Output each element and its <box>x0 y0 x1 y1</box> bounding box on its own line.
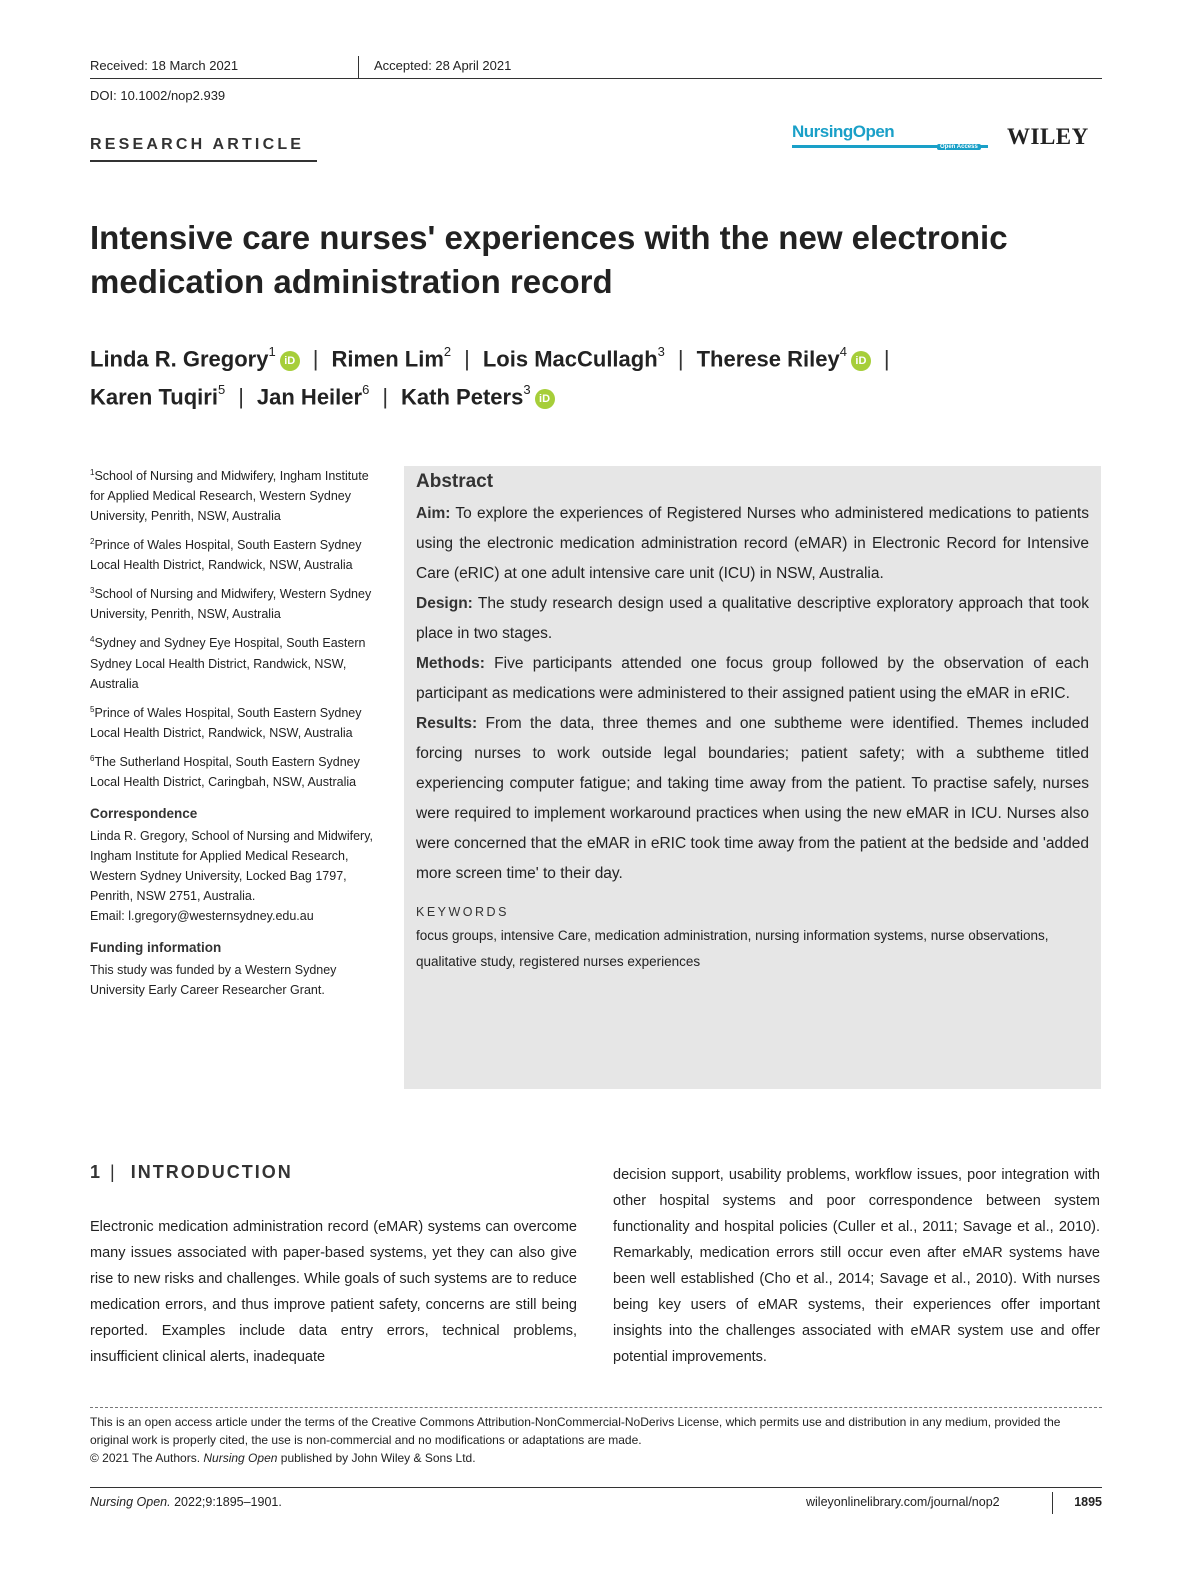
correspondence-heading: Correspondence <box>90 805 198 821</box>
header-divider <box>358 56 359 78</box>
footer-rule <box>90 1487 1102 1488</box>
orcid-icon[interactable]: iD <box>535 389 555 409</box>
article-title: Intensive care nurses' experiences with the new electronic medication administration record <box>90 219 1008 300</box>
footer-right <box>806 1495 1102 1515</box>
author[interactable]: Rimen Lim$^2$ <box>331 344 452 372</box>
affiliations-sidebar <box>90 463 380 1000</box>
page-number: 1895 <box>1074 1495 1102 1509</box>
abstract-methods: Methods: Five participants attended one focus group followed by the observation of each participant as medications were administered to their assigned patient using the eMAR in eRIC. <box>416 655 1090 702</box>
footer-citation: Nursing Open. 2022;9:1895–1901. <box>90 1495 282 1509</box>
affiliation: $^4$Sydney and Sydney Eye Hospital, South Eastern Sydney Local Health District, Randwick, NSW, Australia <box>90 635 366 691</box>
accepted-date: Accepted: 28 April 2021 <box>374 58 512 73</box>
author-separator: | <box>238 384 244 410</box>
abstract-design: Design: The study research design used a qualitative descriptive exploratory approach that took place in two stages. <box>416 595 1090 642</box>
keywords-list: focus groups, intensive Care, medication administration, nursing information systems, nurse observations, qualitative study, registered nurses experiences <box>416 928 1049 969</box>
license-notice <box>90 1413 1100 1467</box>
article-type-underline <box>90 160 317 162</box>
affiliation: $^2$Prince of Wales Hospital, South Eastern Sydney Local Health District, Randwick, NSW, Australia <box>90 537 362 573</box>
affiliation: $^6$The Sutherland Hospital, South Eastern Sydney Local Health District, Caringbah, NSW, Australia <box>90 753 360 789</box>
received-accepted-row <box>90 58 1102 78</box>
article-type: RESEARCH ARTICLE <box>90 136 305 153</box>
author[interactable]: Karen Tuqiri$^5$ <box>90 382 226 410</box>
affiliation: $^1$School of Nursing and Midwifery, Ingham Institute for Applied Medical Research, Western Sydney University, Penrith, NSW, Australia <box>90 468 369 524</box>
authors-line <box>90 346 903 372</box>
author-separator: | <box>677 346 684 372</box>
abstract-heading: Abstract <box>416 471 494 492</box>
header-rule <box>90 78 1102 79</box>
author[interactable]: Therese Riley$^4$iD <box>697 346 871 372</box>
author[interactable]: Jan Heiler$^6$ <box>256 382 370 410</box>
authors-line <box>90 384 555 410</box>
author-separator: | <box>464 346 470 372</box>
open-access-badge: Open Access <box>937 144 981 150</box>
affiliation: $^5$Prince of Wales Hospital, South Eastern Sydney Local Health District, Randwick, NSW, Australia <box>90 704 362 740</box>
keywords-heading: KEYWORDS <box>416 905 509 919</box>
abstract-aim: Aim: To explore the experiences of Registered Nurses who administered medications to patients using the electronic medication administration record (eMAR) in Electronic Record for Intensive Care (eRIC) at one adult intensive care unit (ICU) in NSW, Australia. <box>416 505 1089 582</box>
author[interactable]: Lois MacCullagh$^3$ <box>482 344 665 372</box>
affiliation: $^3$School of Nursing and Midwifery, Western Sydney University, Penrith, NSW, Australia <box>90 586 372 622</box>
correspondence-text: Linda R. Gregory, School of Nursing and Midwifery, Ingham Institute for Applied Medical Research, Western Sydney University, Locked Bag 1797, Penrith, NSW 2751, Australia. <box>90 828 373 903</box>
abstract-results: Results: From the data, three themes and one subtheme were identified. Themes included forcing nurses to work outside legal boundaries; patient safety; with a subtheme titled experiencing computer fatigue; and taking time away from the patient. To practise safely, nurses were required to implement workaround practices when using the new eMAR in ICU. Nurses also were concerned that the eMAR in eRIC took time away from the patient at the bedside and 'added more screen time' to their day. <box>416 715 1089 882</box>
abstract-box <box>404 466 1101 1089</box>
doi[interactable]: DOI: 10.1002/nop2.939 <box>90 88 226 103</box>
journal-logo <box>792 122 992 156</box>
footer-divider <box>1052 1492 1053 1514</box>
funding-text: This study was funded by a Western Sydney University Early Career Researcher Grant. <box>90 962 337 997</box>
funding-heading: Funding information <box>90 939 222 955</box>
author-separator: | <box>382 384 389 410</box>
publisher-logo: WILEY <box>1007 124 1089 149</box>
copyright-line: © 2021 The Authors. Nursing Open published by John Wiley & Sons Ltd. <box>90 1451 476 1465</box>
section-heading-introduction: 1 | INTRODUCTION <box>90 1162 293 1182</box>
journal-logo-text: NursingOpen <box>792 122 895 141</box>
author[interactable]: Kath Peters$^3$iD <box>401 384 555 410</box>
license-text: This is an open access article under the terms of the Creative Commons Attribution-NonCommercial-NoDerivs License, which permits use and distribution in any medium, provided the original work is properly cited, the use is non-commercial and no modifications or adaptations are made. <box>90 1415 1061 1447</box>
orcid-icon[interactable]: iD <box>280 351 300 371</box>
journal-url[interactable]: wileyonlinelibrary.com/journal/nop2 <box>806 1495 1000 1509</box>
received-date: Received: 18 March 2021 <box>90 58 239 73</box>
introduction-column-1: Electronic medication administration record (eMAR) systems can overcome many issues associated with paper-based systems, yet they can also give rise to new risks and challenges. While goals of such systems are to reduce medication errors, and thus improve patient safety, concerns are still being reported. Examples include data entry errors, technical problems, insufficient clinical alerts, inadequate <box>90 1219 577 1365</box>
author-separator: | <box>312 346 319 372</box>
orcid-icon[interactable]: iD <box>851 351 871 371</box>
author[interactable]: Linda R. Gregory$^1$iD <box>90 346 300 372</box>
author-separator: | <box>883 346 890 372</box>
introduction-column-2: decision support, usability problems, workflow issues, poor integration with other hospital systems and poor correspondence between system functionality and hospital policies (Culler et al., 2011; Savage et al., 2010). Remarkably, medication errors still occur even after eMAR systems have been well established (Cho et al., 2014; Savage et al., 2010). With nurses being key users of eMAR systems, their experiences offer important insights into the challenges associated with eMAR system use and offer potential improvements. <box>613 1167 1100 1365</box>
correspondence-email[interactable]: Email: l.gregory@westernsydney.edu.au <box>90 908 314 923</box>
license-divider <box>90 1407 1102 1408</box>
